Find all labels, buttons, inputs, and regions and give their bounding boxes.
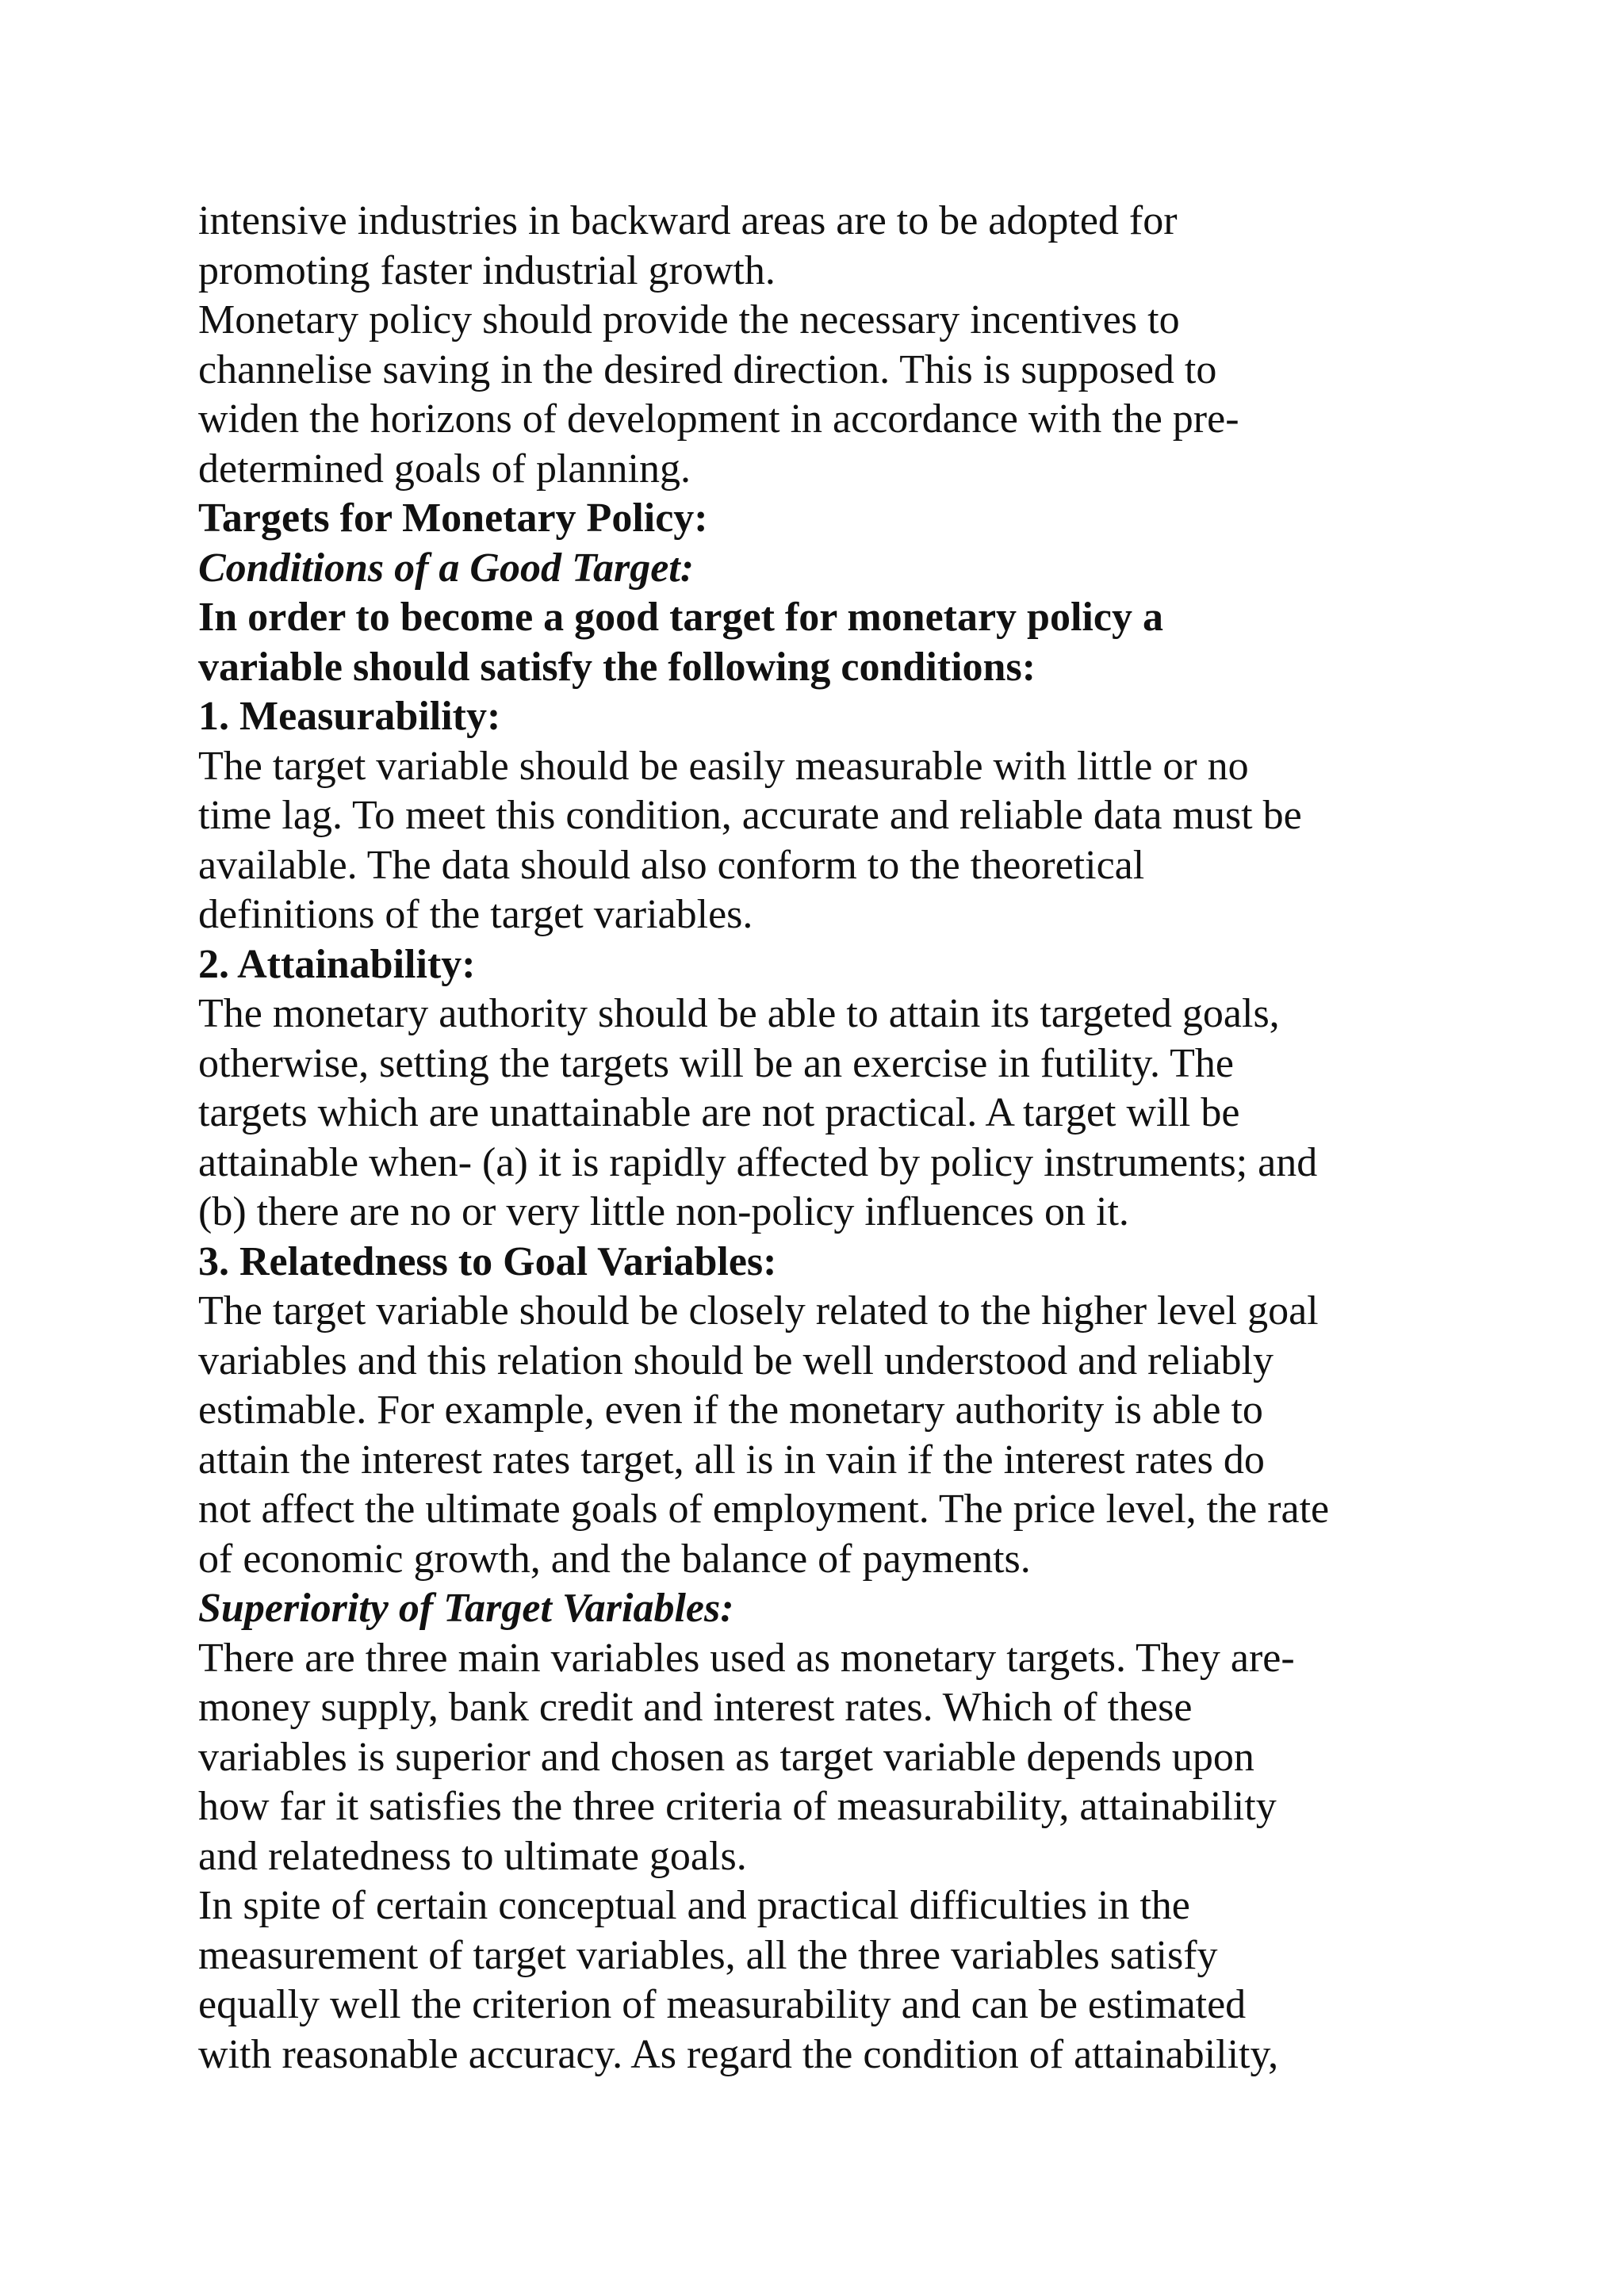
text-line: The target variable should be closely related to the higher level goal — [198, 1288, 1319, 1334]
text-line: equally well the criterion of measurability and can be estimated — [198, 1982, 1247, 2027]
text-line: In order to become a good target for monetary policy a — [198, 595, 1163, 640]
superiority-paragraph — [198, 1634, 1483, 1882]
text-line: The monetary authority should be able to attain its targeted goals, — [198, 991, 1280, 1036]
text-line: channelise saving in the desired direction. This is supposed to — [198, 346, 1217, 392]
text-line: with reasonable accuracy. As regard the condition of attainability, — [198, 2031, 1279, 2077]
attainability-paragraph — [198, 989, 1483, 1238]
measurability-paragraph — [198, 742, 1483, 940]
monetary-policy-paragraph — [198, 296, 1483, 494]
text-line: There are three main variables used as monetary targets. They are- — [198, 1635, 1295, 1681]
text-line: attainable when- (a) it is rapidly affected by policy instruments; and — [198, 1139, 1318, 1185]
text-line: attain the interest rates target, all is in vain if the interest rates do — [198, 1437, 1265, 1483]
text-line: variable should satisfy the following conditions: — [198, 644, 1036, 690]
intro-continuation-paragraph — [198, 197, 1483, 296]
text-line: The target variable should be easily measurable with little or no — [198, 743, 1249, 789]
text-line: time lag. To meet this condition, accurate and reliable data must be — [198, 793, 1302, 838]
text-line: estimable. For example, even if the monetary authority is able to — [198, 1387, 1263, 1433]
text-line: available. The data should also conform to the theoretical — [198, 842, 1145, 888]
text-line: Monetary policy should provide the necessary incentives to — [198, 297, 1180, 342]
heading-measurability: 1. Measurability: — [198, 694, 501, 739]
document-page — [198, 197, 1483, 2080]
text-line: promoting faster industrial growth. — [198, 247, 776, 293]
text-line: money supply, bank credit and interest rates. Which of these — [198, 1685, 1193, 1730]
text-line: not affect the ultimate goals of employment. The price level, the rate — [198, 1487, 1330, 1532]
text-line: of economic growth, and the balance of payments. — [198, 1536, 1031, 1582]
text-line: variables is superior and chosen as target variable depends upon — [198, 1734, 1254, 1780]
text-line: otherwise, setting the targets will be an exercise in futility. The — [198, 1040, 1234, 1086]
relatedness-paragraph — [198, 1287, 1483, 1584]
heading-superiority: Superiority of Target Variables: — [198, 1586, 734, 1631]
heading-relatedness: 3. Relatedness to Goal Variables: — [198, 1238, 777, 1284]
text-line: In spite of certain conceptual and practical difficulties in the — [198, 1883, 1190, 1928]
difficulties-paragraph — [198, 1881, 1483, 2080]
text-line: and relatedness to ultimate goals. — [198, 1833, 747, 1879]
text-line: targets which are unattainable are not practical. A target will be — [198, 1090, 1240, 1135]
conditions-intro — [198, 593, 1483, 692]
text-line: (b) there are no or very little non-policy influences on it. — [198, 1189, 1129, 1234]
text-line: how far it satisfies the three criteria of measurability, attainability — [198, 1784, 1277, 1829]
heading-attainability: 2. Attainability: — [198, 941, 476, 987]
text-line: definitions of the target variables. — [198, 892, 753, 937]
text-line: widen the horizons of development in accordance with the pre- — [198, 396, 1239, 442]
text-line: intensive industries in backward areas are to be adopted for — [198, 198, 1178, 243]
text-line: determined goals of planning. — [198, 446, 691, 492]
text-line: measurement of target variables, all the three variables satisfy — [198, 1932, 1218, 1978]
text-line: variables and this relation should be well understood and reliably — [198, 1337, 1274, 1383]
heading-conditions: Conditions of a Good Target: — [198, 545, 695, 591]
heading-targets: Targets for Monetary Policy: — [198, 496, 708, 541]
